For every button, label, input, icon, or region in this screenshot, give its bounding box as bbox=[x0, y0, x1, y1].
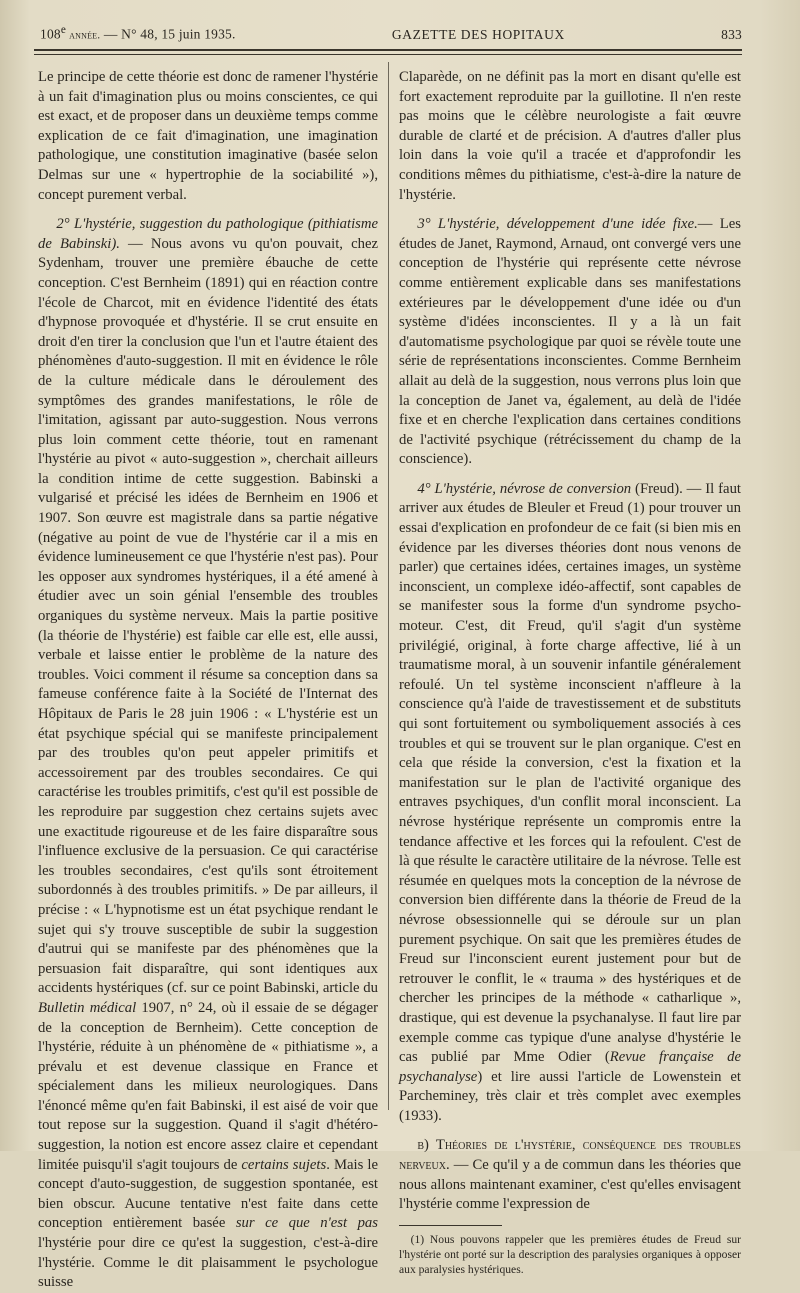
citation-title: Revue française de psychanalyse bbox=[399, 1049, 741, 1085]
citation-title: Bulletin médical bbox=[38, 999, 137, 1016]
footnote: (1) Nous pouvons rappeler que les premières études de Freud sur l'hystérie ont porté sur la description des paralysies organiques à opposer aux paralysies hystériques. bbox=[399, 1232, 741, 1276]
paragraph-gap bbox=[399, 470, 741, 480]
paragraph bbox=[399, 1136, 741, 1214]
paragraph-gap bbox=[399, 205, 741, 215]
paragraph: Claparède, on ne définit pas la mort en disant qu'elle est fort exactement reproduite par la guillotine. Il n'en reste pas moins que le célèbre neurologiste a fait œuvre durable de clarté et de précision. A d'autres d'aller plus loin dans la voie qu'il a tracée et d'approfondir les conditions mêmes du pithiatisme, c'est-à-dire la nature de l'hystérie. bbox=[399, 69, 741, 203]
issue-ordinal: e bbox=[60, 24, 67, 36]
issue-year-word: année. bbox=[66, 29, 101, 42]
section-heading: b) Théories de l'hystérie, conséquence des troubles nerveux. bbox=[399, 1137, 741, 1174]
issue-number-date: — N° 48, 15 juin 1935. bbox=[100, 26, 236, 42]
paragraph-text: ) et lire aussi l'article de Lowenstein et Parcheminey, très clair et très complet avec exemples (1933). bbox=[399, 1068, 741, 1124]
page-number: 833 bbox=[721, 26, 742, 42]
column-divider bbox=[388, 62, 389, 1110]
header-rule-thick bbox=[34, 49, 742, 51]
paragraph-gap bbox=[399, 1126, 741, 1136]
issue-year-number: 108 bbox=[40, 26, 61, 42]
paragraph bbox=[399, 480, 741, 1127]
paragraph-text: . Mais le concept d'auto-suggestion, de suggestion spontanée, est bien obscur. Aucune tentative n'est faite dans cette conception entièrement basée bbox=[38, 1156, 378, 1232]
paragraph-text: l'hystérie pour dire ce qu'est la suggestion, c'est-à-dire l'hystérie. Comme le dit plaisamment le psychologue suisse bbox=[38, 1235, 378, 1291]
paragraph-text: — Ce qu'il y a de commun dans les théories que nous allons maintenant examiner, c'est qu'elles envisagent l'hystérie comme l'expression de bbox=[399, 1157, 741, 1213]
paragraph-text: (Freud). — Il faut arriver aux études de Bleuler et Freud (1) pour trouver un essai d'explication en profondeur de ce fait (si bien mis en évidence par les diverses théories dont nous venons de parler) que certaines idées, certaines images, un système inconscient, un complexe idéo-affectif, sont capables de se manifester sous la forme d'un syndrome psycho-moteur. C'est, dit Freud, qu'il s'agit d'un système privilégié, original, à forte charge affective, lié à un traumatisme moral, à un souvenir infantile généralement refoulé. Un tel système inconscient n'affleure à la conscience qu'à l'aide de travestissement et de substituts qui sont fortuitement ou symboliquement associés à ces troubles et qui se trouvent sur le plan organique. C'est en cela que réside la conversion, c'est la fixation et la manifestation sur le plan de l'activité organique des entraves psychiques, d'un conflit moral inconscient. La névrose hystérique représente un compromis entre la tendance affective et les forces qui la refoulent. C'est de là que résulte le caractère utilitaire de la névrose. Telle est résumée en quelques mots la conception de la névrose de conversion bien différente dans la théorie de Freud de la névrose obsessionnelle qui se déroule sur un plan purement psychique. On sait que les premières études de Freud sur l'inconscient eurent justement pour but de retrouver le conflit, le « trauma » des hystériques et de chercher les principes de la méthode « catharlique », drastique, qui est devenue la psychanalyse. Il faut lire par exemple comme cas typique d'une analyse d'hystérie le cas publié par Mme Odier ( bbox=[399, 480, 741, 1066]
footnote-rule bbox=[399, 1225, 502, 1226]
section-heading: 2° L'hystérie, suggestion du pathologique (pithiatisme de Babinski). bbox=[38, 216, 378, 252]
section-heading: 4° L'hystérie, névrose de conversion bbox=[417, 480, 632, 497]
emphasis: certains sujets bbox=[241, 1156, 327, 1173]
paragraph: Le principe de cette théorie est donc de ramener l'hystérie à un fait d'imagination plus ou moins conscientes, ce qui est exact, et de proposer dans un deuxième temps comme explication de ce fait d'imagination, une imagination pathologique, une constitution imaginative (basée selon Delmas sur une « hypertrophie de la sociabilité »), concept purement verbal. bbox=[38, 69, 378, 203]
paragraph-text: 1907, n° 24, où il essaie de se dégager de la conception de Bernheim). Cette conception de l'hystérie, réduite à un phénomène de « pithiatisme », a prévalu et est devenue classique en France et spécialement dans les milieux neurologiques. Dans l'énoncé même qu'en fait Babinski, il est aisé de voir que tout repose sur la suggestion. Quand il s'agit d'hétéro-suggestion, la notion est encore assez claire et cependant limitée puisqu'il s'agit toujours de bbox=[38, 999, 378, 1173]
emphasis: sur ce que n'est pas bbox=[235, 1215, 378, 1232]
paragraph bbox=[38, 215, 378, 1293]
section-heading: 3° L'hystérie, développement d'une idée fixe. bbox=[417, 216, 698, 233]
paragraph bbox=[399, 215, 741, 470]
journal-title: GAZETTE DES HOPITAUX bbox=[391, 26, 565, 42]
paragraph-text: — Les études de Janet, Raymond, Arnaud, ont convergé vers une conception de l'hystérie qui représente cette névrose comme entièrement explicable dans ses manifestations extérieures par le développement d'une idée ou d'un système d'idées inconscientes. Il y a là un fait d'automatisme psychologique par quoi se révèle toute une série de représentations inconscientes. Comme Bernheim allait au delà de la suggestion, nous verrons plus loin que la conception de Janet va, également, au delà de l'idée fixe et en cherche l'explication dans certaines conditions de l'activité psychique (rétrécissement du champ de la conscience). bbox=[399, 216, 741, 468]
paragraph-text: — Nous avons vu qu'on pouvait, chez Sydenham, trouver une première ébauche de cette conception. C'est Bernheim (1891) qui en réaction contre l'école de Charcot, mit en évidence l'identité des états d'hypnose provoquée et d'hystérie. Il se crut ensuite en droit d'en tirer la conclusion que l'un et l'autre étaient des phénomènes d'auto-suggestion. Il mit en évidence le rôle de la culture médicale dans le déroulement des symptômes des grandes manifestations, le rôle de l'imitation, agissant par auto-suggestion. Nous verrons plus loin comment cette théorie, tout en ramenant l'hystérie au pivot « auto-suggestion », cherchait ailleurs la condition intime de cette suggestion. Babinski a vulgarisé et précisé les idées de Bernheim en 1906 et 1907. Son œuvre est magistrale dans sa partie négative (négative au point de vue de l'hystérie car il a mis en évidence lumineusement ce que l'hystérie n'est pas). Pour les opposer aux syndromes hystériques, il a été amené à étudier avec un soin génial l'ensemble des troubles organiques du système nerveux. Mais la partie positive (la théorie de l'hystérie) est faible car elle est, elle aussi, verbale et laisse entier le problème de la nature des troubles. Voici comment il résume sa conception dans sa fameuse conférence faite à la Société de l'Internat des Hôpitaux de Paris le 28 juin 1906 : « L'hystérie est un état psychique spécial qui se manifeste principalement par des troubles qu'on peut appeler primitifs et accessoirement par des troubles secondaires. Ce qui caractérise les troubles primitifs, c'est qu'il est possible de les reproduire par suggestion chez certains sujets avec une exactitude rigoureuse et de les faire disparaître sous l'influence exclusive de la persuasion. Ce qui caractérise les troubles secondaires, c'est qu'ils sont étroitement subordonnés à des troubles primitifs. » De par ailleurs, il précise : « L'hypnotisme est un état psychique rendant le sujet qui s'y trouve susceptible de subir la suggestion d'autrui qui se manifeste par des phénomènes que la persuasion fait disparaître, qui sont identiques aux accidents hystériques (cf. sur ce point Babinski, article du bbox=[38, 235, 378, 997]
left-column bbox=[38, 68, 378, 1293]
right-column bbox=[399, 68, 741, 1277]
running-header bbox=[40, 24, 742, 46]
issue-info bbox=[40, 24, 236, 43]
paragraph-gap bbox=[38, 205, 378, 215]
header-rule-thin bbox=[34, 54, 742, 55]
